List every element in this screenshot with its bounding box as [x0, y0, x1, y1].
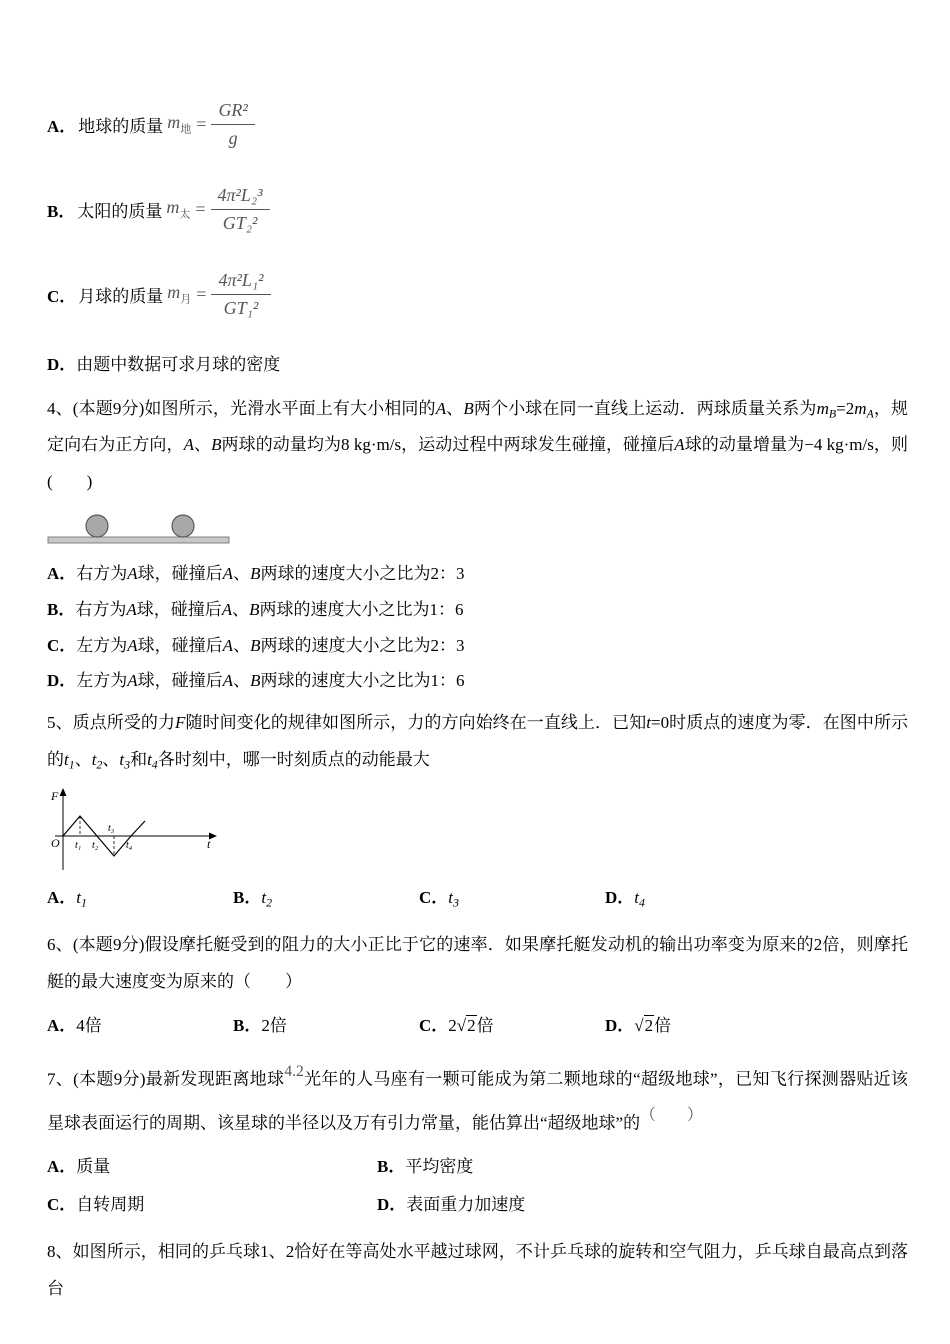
equals-sign: = [196, 283, 207, 304]
question-7-stem: 7、(本题9分)最新发现距离地球4.2光年的人马座有一颗可能成为第二颗地球的“超级地球”，已知飞行探测器贴近该星球表面运行的周期、该星球的半径以及万有引力常量，能估算出“超级地球”的（ ） [47, 1063, 908, 1133]
option-letter: B． [377, 1156, 406, 1176]
question-7-option-a [47, 1148, 377, 1186]
y-axis-label: F [51, 789, 59, 804]
option-letter: B． [47, 600, 76, 620]
option-text: 右方为A球，碰撞后A、B两球的速度大小之比为1：6 [75, 600, 464, 620]
formula-lhs: $m_月$ [167, 281, 192, 306]
equals-sign: = [195, 198, 206, 219]
tick-t2: t₂ [92, 840, 99, 852]
question-4-option-a [47, 556, 908, 592]
ball-right [172, 515, 194, 537]
origin-label: O [51, 836, 60, 851]
x-axis-label: t [207, 837, 211, 852]
question-7-option-b [377, 1148, 908, 1186]
option-letter: A． [47, 1016, 77, 1036]
option-letter: D． [47, 671, 77, 691]
option-text: t2 [261, 888, 273, 910]
question-6-option-d [605, 1006, 671, 1045]
option-text: 太阳的质量 [77, 201, 163, 221]
question-4-option-b [47, 592, 908, 628]
option-letter: C． [47, 635, 77, 655]
option-letter: C． [419, 1016, 449, 1036]
question-4-options [47, 556, 908, 699]
option-letter: A． [47, 116, 77, 136]
fraction: $\frac{\text{GR²}}{g}$ [211, 100, 254, 149]
option-letter: A． [47, 888, 77, 908]
question-4-stem: 4、(本题9分)如图所示，光滑水平面上有大小相同的A、B两个小球在同一直线上运动．两球质量关系为mB=2mA，规定向右为正方向，A、B两球的动量均为8 kg·m/s，运动过程中两球发生碰撞，碰撞后A球的动量增量为−4 kg·m/s，则( ) [47, 398, 909, 491]
question-3-option-c [47, 262, 908, 326]
question-8-stem: 8、如图所示，相同的乒乓球1、2恰好在等高处水平越过球网，不计乒乓球的旋转和空气阻力，乒乓球自最高点到落台 [47, 1242, 908, 1298]
question-4-option-c [47, 628, 908, 664]
option-letter: D． [605, 1016, 635, 1036]
option-text: 2√2倍 [448, 1016, 494, 1036]
option-text: 质量 [76, 1156, 111, 1176]
option-letter: B． [233, 1016, 262, 1036]
question-7-option-c [47, 1186, 377, 1224]
option-letter: A． [47, 1156, 77, 1176]
question-7-options [47, 1148, 908, 1225]
option-text: 左方为A球，碰撞后A、B两球的速度大小之比为1：6 [76, 671, 465, 691]
option-text: √2倍 [634, 1016, 672, 1036]
option-text: 由题中数据可求月球的密度 [76, 355, 281, 374]
moon-mass-formula [167, 270, 270, 319]
formula-lhs: $m_地$ [167, 111, 192, 136]
fraction: $\frac{\text{4π²L₂³}}{\text{GT₂²}}$ [211, 185, 270, 234]
question-3-option-d [47, 347, 908, 383]
question-4-option-d [47, 663, 908, 699]
option-text: t4 [634, 888, 645, 910]
question-6-option-a [47, 1006, 233, 1045]
y-axis-arrow [60, 788, 67, 796]
question-7 [47, 1055, 908, 1224]
option-text: 地球的质量 [78, 116, 164, 136]
question-6-stem: 6、(本题9分)假设摩托艇受到的阻力的大小正比于它的速率．如果摩托艇发动机的输出功率变为原来的2倍，则摩托艇的最大速度变为原来的（ ） [47, 935, 908, 991]
question-8 [47, 1234, 908, 1307]
question-5-option-d [605, 878, 645, 917]
option-letter: C． [419, 888, 449, 908]
earth-mass-formula [167, 100, 255, 149]
surface-bar [48, 537, 229, 543]
question-6-options [47, 1006, 908, 1045]
question-6-option-c [419, 1006, 605, 1045]
option-text: t3 [448, 888, 459, 910]
question-5-stem: 5、质点所受的力F随时间变化的规律如图所示，力的方向始终在一直线上．已知t=0时质点的速度为零．在图中所示的t1、t2、t3和t4各时刻中，哪一时刻质点的动能最大 [47, 713, 909, 771]
tick-t4: t₄ [126, 840, 133, 852]
question-3-option-a [47, 92, 908, 156]
tick-t3: t₃ [108, 823, 115, 835]
option-letter: C． [47, 286, 77, 306]
option-letter: D． [47, 355, 77, 374]
option-text: t1 [76, 888, 87, 910]
option-text: 月球的质量 [78, 286, 164, 306]
question-5-options [47, 878, 908, 917]
option-letter: D． [605, 888, 635, 908]
equals-sign: = [196, 113, 207, 134]
question-3-options [47, 92, 908, 383]
option-text: 左方为A球，碰撞后A、B两球的速度大小之比为2：3 [76, 635, 465, 655]
question-5-option-a [47, 878, 233, 917]
formula-lhs: $m_太$ [166, 196, 191, 221]
question-4 [47, 391, 908, 699]
question-6-option-b [233, 1006, 419, 1045]
question-5 [47, 705, 908, 917]
sun-mass-formula [166, 185, 269, 234]
option-letter: C． [47, 1194, 77, 1214]
two-balls-on-surface-figure [47, 506, 232, 548]
option-text: 4倍 [76, 1016, 102, 1036]
question-5-option-b [233, 878, 419, 917]
question-6 [47, 927, 908, 1045]
force-time-graph [47, 784, 242, 876]
question-5-option-c [419, 878, 605, 917]
option-text: 平均密度 [405, 1156, 474, 1176]
option-letter: B． [233, 888, 262, 908]
option-text: 右方为A球，碰撞后A、B两球的速度大小之比为2：3 [76, 564, 465, 584]
ball-left [86, 515, 108, 537]
option-text: 自转周期 [76, 1194, 145, 1214]
option-text: 表面重力加速度 [406, 1194, 526, 1214]
option-text: 2倍 [261, 1016, 287, 1036]
fraction: $\frac{\text{4π²L₁²}}{\text{GT₁²}}$ [211, 270, 270, 319]
option-letter: D． [377, 1194, 407, 1214]
tick-t1: t₁ [75, 840, 82, 852]
option-letter: A． [47, 564, 77, 584]
question-7-option-d [377, 1186, 908, 1224]
question-3-option-b [47, 177, 908, 241]
option-letter: B． [47, 201, 76, 221]
